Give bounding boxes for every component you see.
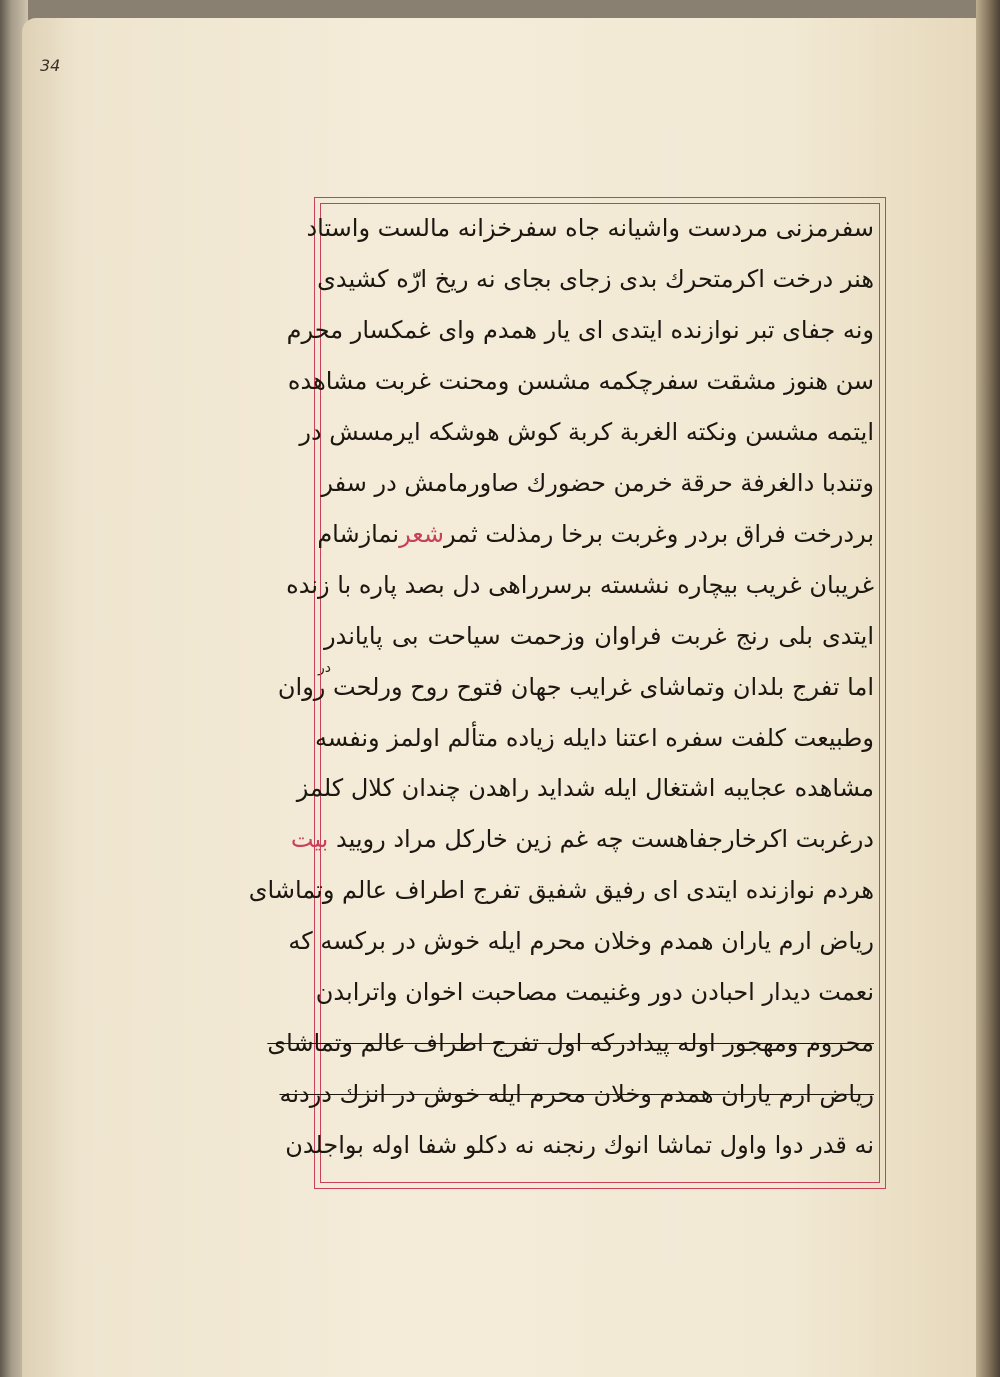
text-line <box>285 1125 874 1176</box>
text-line <box>306 208 874 259</box>
margin-note: در <box>318 660 331 676</box>
text-line <box>314 718 874 769</box>
line-text: سن هنوز مشقت سفرچکمه مشسن ومحنت غربت مشاهده <box>287 366 874 395</box>
line-text: مشاهده عجایبه اشتغال ایله شداید راهدن چندان کلال کلمز <box>296 774 874 803</box>
line-text: درغربت اکرخارجفاهست چه غم زین خارکل مراد رویید <box>336 825 874 854</box>
line-text: ریاض ارم یاران همدم وخلان محرم ایله خوش در برکسه که <box>288 927 874 956</box>
line-text: سفرمزنی مردست واشیانه جاه سفرخزانه مالست واستاد <box>306 214 874 242</box>
text-line <box>286 310 874 361</box>
line-text: غریبان غریب بیچاره نشسته برسرراهی دل بصد پاره با زنده <box>286 570 874 599</box>
line-text-rest: نمازشام <box>317 519 400 548</box>
text-line <box>288 921 874 972</box>
line-text: ریاض ارم یاران همدم وخلان محرم ایله خوش در انزك دردنه <box>279 1080 874 1109</box>
line-text: وطبیعت کلفت سفره اعتنا دایله زیاده متألم اولمز ونفسه <box>314 723 874 752</box>
line-text: نعمت دیدار احبادن دور وغنیمت مصاحبت اخوان واترابدن <box>315 978 874 1007</box>
text-line <box>324 616 874 667</box>
folio-number: 34 <box>40 56 61 75</box>
text-line <box>267 1023 874 1074</box>
text-line <box>296 768 874 819</box>
line-text: بردرخت فراق بردر وغربت برخا رمذلت ثمر <box>444 519 874 548</box>
line-text: هنر درخت اکرمتحرك بدی زجای بجای نه ریخ ارّه کشیدی <box>317 264 874 293</box>
line-text: ایتمه مشسن ونکته الغربة کربة کوش هوشکه ایرمسش در <box>299 417 874 446</box>
text-line <box>317 259 874 310</box>
text-line <box>286 565 874 616</box>
line-text: اما تفرج بلدان وتماشای غرایب جهان فتوح روح ورلحت روان <box>277 672 874 701</box>
text-line <box>299 412 874 463</box>
page-edge <box>976 0 1000 1377</box>
line-text: نه قدر دوا واول تماشا انوك رنجنه نه دکلو شفا اوله بواجلدن <box>285 1131 874 1160</box>
text-line <box>279 1074 874 1125</box>
line-text: ونه جفای تبر نوازنده ایتدی ای یار همدم وای غمکسار محرم <box>286 315 874 344</box>
text-line <box>315 972 874 1023</box>
text-block <box>248 208 874 1176</box>
rubric-word: شعر <box>399 519 444 548</box>
text-line <box>248 870 874 921</box>
text-line <box>290 819 874 870</box>
line-text: ایتدی بلی رنج غربت فراوان وزحمت سیاحت بی پایاندر <box>324 621 874 650</box>
line-text: وتندبا دالغرفة حرقة خرمن حضورك صاورمامش در سفر <box>321 468 874 497</box>
text-line <box>317 514 874 565</box>
line-text: محروم ومهجور اوله پیدادرکه اول تفرج اطراف عالم وتماشای <box>267 1029 874 1058</box>
line-text: هردم نوازنده ایتدی ای رفیق شفیق تفرج اطراف عالم وتماشای <box>248 876 874 905</box>
rubric-word: بیت <box>290 825 329 854</box>
text-line <box>321 463 874 514</box>
text-line <box>287 361 874 412</box>
